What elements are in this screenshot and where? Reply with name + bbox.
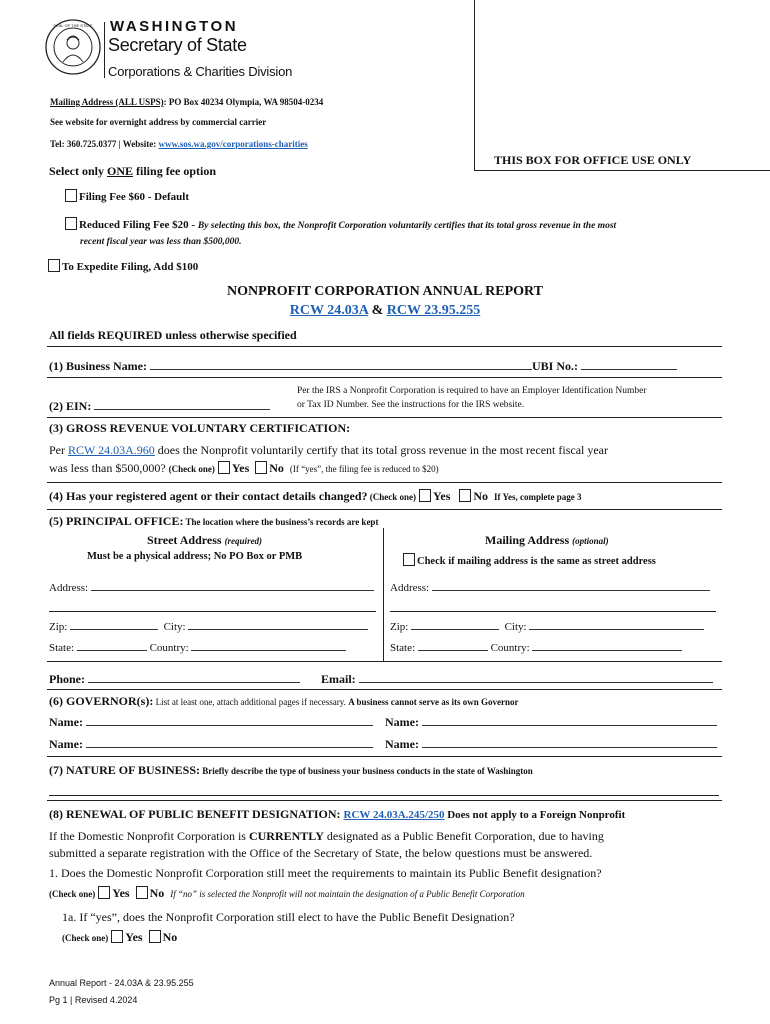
email-field[interactable]: Email: bbox=[321, 671, 713, 687]
page-title: NONPROFIT CORPORATION ANNUAL REPORT bbox=[227, 284, 543, 299]
agent-changed-yes-checkbox[interactable] bbox=[419, 489, 431, 502]
street-address-heading: Street Address (required) bbox=[147, 533, 263, 547]
governor-name-field-4[interactable]: Name: bbox=[385, 736, 717, 752]
mailing-zip-city-field[interactable]: Zip: City: bbox=[390, 618, 704, 633]
public-benefit-q1-answer: (Check one) Yes No If “no” is selected the Nonprofit will not maintain the designation of a Public Benefit Corporation bbox=[49, 886, 525, 900]
address-column-divider bbox=[383, 528, 384, 661]
fee-default-checkbox[interactable] bbox=[65, 189, 77, 202]
footer-form-name: Annual Report - 24.03A & 23.95.255 bbox=[49, 978, 194, 988]
ein-field[interactable]: (2) EIN: bbox=[49, 398, 270, 414]
rcw-23-95-255-link[interactable]: RCW 23.95.255 bbox=[386, 303, 481, 318]
rcw-24-03a-960-link[interactable]: RCW 24.03A.960 bbox=[68, 443, 155, 457]
street-zip-city-field[interactable]: Zip: City: bbox=[49, 618, 368, 633]
public-benefit-question-1a: 1a. If “yes”, does the Nonprofit Corporation still elect to have the Public Benefit Designation? bbox=[62, 910, 515, 924]
section-6-title: (6) GOVERNOR(s): List at least one, attach additional pages if necessary. A business cannot serve as its own Governor bbox=[49, 694, 519, 708]
section-3-title: (3) GROSS REVENUE VOLUNTARY CERTIFICATION: bbox=[49, 421, 351, 435]
fee-reduced-checkbox[interactable] bbox=[65, 217, 77, 230]
same-address-option[interactable]: Check if mailing address is the same as street address bbox=[403, 553, 656, 567]
washington-state-seal-icon bbox=[44, 18, 102, 76]
footer-page-info: Pg 1 | Revised 4.2024 bbox=[49, 995, 138, 1005]
office-box-left-border bbox=[474, 0, 475, 170]
governor-name-field-2[interactable]: Name: bbox=[385, 714, 717, 730]
public-benefit-question-1: 1. Does the Domestic Nonprofit Corporation still meet the requirements to maintain its Public Benefit designation? bbox=[49, 866, 602, 880]
public-benefit-q1-yes-checkbox[interactable] bbox=[98, 886, 110, 899]
divider bbox=[47, 756, 722, 757]
agent-changed-no-checkbox[interactable] bbox=[459, 489, 471, 502]
office-box-bottom-border bbox=[474, 170, 770, 171]
mailing-address-line2[interactable] bbox=[390, 611, 716, 612]
mailing-address-heading: Mailing Address (optional) bbox=[485, 533, 609, 547]
gross-revenue-no-checkbox[interactable] bbox=[255, 461, 267, 474]
governor-name-field-1[interactable]: Name: bbox=[49, 714, 373, 730]
street-address-field[interactable]: Address: bbox=[49, 579, 374, 594]
fee-expedite-checkbox[interactable] bbox=[48, 259, 60, 272]
rcw-24-03a-link[interactable]: RCW 24.03A bbox=[289, 303, 369, 318]
mailing-address-line: Mailing Address (ALL USPS): PO Box 40234 Olympia, WA 98504-0234 bbox=[50, 97, 324, 107]
fee-select-instruction: Select only ONE filing fee option bbox=[49, 164, 217, 178]
rcw-references: RCW 24.03A & RCW 23.95.255 bbox=[289, 303, 481, 318]
contact-line: Tel: 360.725.0377 | Website: www.sos.wa.gov/corporations-charities bbox=[50, 139, 308, 149]
governor-name-field-3[interactable]: Name: bbox=[49, 736, 373, 752]
fee-option-reduced[interactable]: Reduced Filing Fee $20 - By selecting this box, the Nonprofit Corporation voluntarily certifies that its total gross revenue in the most bbox=[65, 217, 616, 231]
business-name-field[interactable]: (1) Business Name: UBI No.: bbox=[49, 358, 677, 374]
street-state-country-field[interactable]: State: Country: bbox=[49, 639, 346, 654]
fee-option-expedite[interactable]: To Expedite Filing, Add $100 bbox=[48, 259, 198, 273]
phone-field[interactable]: Phone: bbox=[49, 671, 300, 687]
divider bbox=[47, 377, 722, 378]
ein-note-line2: or Tax ID Number. See the instructions for the IRS website. bbox=[297, 400, 525, 410]
rcw-24-03a-245-250-link[interactable]: RCW 24.03A.245/250 bbox=[343, 809, 445, 821]
divider bbox=[47, 482, 722, 483]
section-7-title: (7) NATURE OF BUSINESS: Briefly describe the type of business your business conducts in the state of Washington bbox=[49, 763, 533, 777]
section-5-title: (5) PRINCIPAL OFFICE: The location where the business’s records are kept bbox=[49, 514, 379, 528]
divider bbox=[47, 661, 722, 662]
public-benefit-q1-no-checkbox[interactable] bbox=[136, 886, 148, 899]
registered-agent-question: (4) Has your registered agent or their contact details changed? (Check one) Yes No If Yes, complete page 3 bbox=[49, 489, 582, 503]
public-benefit-q1a-no-checkbox[interactable] bbox=[149, 930, 161, 943]
gross-revenue-question: Per RCW 24.03A.960 does the Nonprofit voluntarily certify that its total gross revenue in the most recent fiscal year bbox=[49, 443, 608, 457]
public-benefit-paragraph-line1: If the Domestic Nonprofit Corporation is CURRENTLY designated as a Public Benefit Corporation, due to having bbox=[49, 829, 604, 843]
fee-option-default[interactable]: Filing Fee $60 - Default bbox=[65, 189, 189, 203]
divider bbox=[47, 417, 722, 418]
gross-revenue-yes-checkbox[interactable] bbox=[218, 461, 230, 474]
svg-text:SEAL OF THE STATE: SEAL OF THE STATE bbox=[53, 23, 93, 28]
street-address-line2[interactable] bbox=[49, 611, 376, 612]
office-use-box-label: THIS BOX FOR OFFICE USE ONLY bbox=[494, 153, 692, 167]
public-benefit-q1a-yes-checkbox[interactable] bbox=[111, 930, 123, 943]
mailing-address-field[interactable]: Address: bbox=[390, 579, 710, 594]
same-address-checkbox[interactable] bbox=[403, 553, 415, 566]
division-name: Corporations & Charities Division bbox=[108, 64, 293, 79]
required-note: All fields REQUIRED unless otherwise specified bbox=[49, 328, 297, 342]
logo-divider bbox=[104, 22, 105, 78]
section-8-title: (8) RENEWAL OF PUBLIC BENEFIT DESIGNATION: RCW 24.03A.245/250 Does not apply to a Foreign Nonprofit bbox=[49, 807, 626, 821]
public-benefit-q1a-answer: (Check one) Yes No bbox=[62, 930, 178, 944]
gross-revenue-answer: was less than $500,000? (Check one) Yes No (If “yes”, the filing fee is reduced to $20) bbox=[49, 461, 439, 475]
divider bbox=[47, 800, 722, 801]
website-link[interactable]: www.sos.wa.gov/corporations-charities bbox=[158, 139, 308, 149]
overnight-address-note: See website for overnight address by commercial carrier bbox=[50, 117, 267, 127]
ein-note-line1: Per the IRS a Nonprofit Corporation is required to have an Employer Identification Number bbox=[297, 386, 647, 396]
nature-of-business-field[interactable] bbox=[49, 795, 719, 796]
mailing-state-country-field[interactable]: State: Country: bbox=[390, 639, 682, 654]
divider bbox=[47, 346, 722, 347]
divider bbox=[47, 689, 722, 690]
org-name: WASHINGTON bbox=[110, 18, 239, 35]
org-subtitle: Secretary of State bbox=[108, 35, 247, 55]
divider bbox=[47, 509, 722, 510]
fee-reduced-note: recent fiscal year was less than $500,000. bbox=[80, 237, 242, 247]
public-benefit-paragraph-line2: submitted a separate registration with the Office of the Secretary of State, the below questions must be answered. bbox=[49, 846, 593, 860]
street-address-note: Must be a physical address; No PO Box or PMB bbox=[87, 551, 303, 562]
